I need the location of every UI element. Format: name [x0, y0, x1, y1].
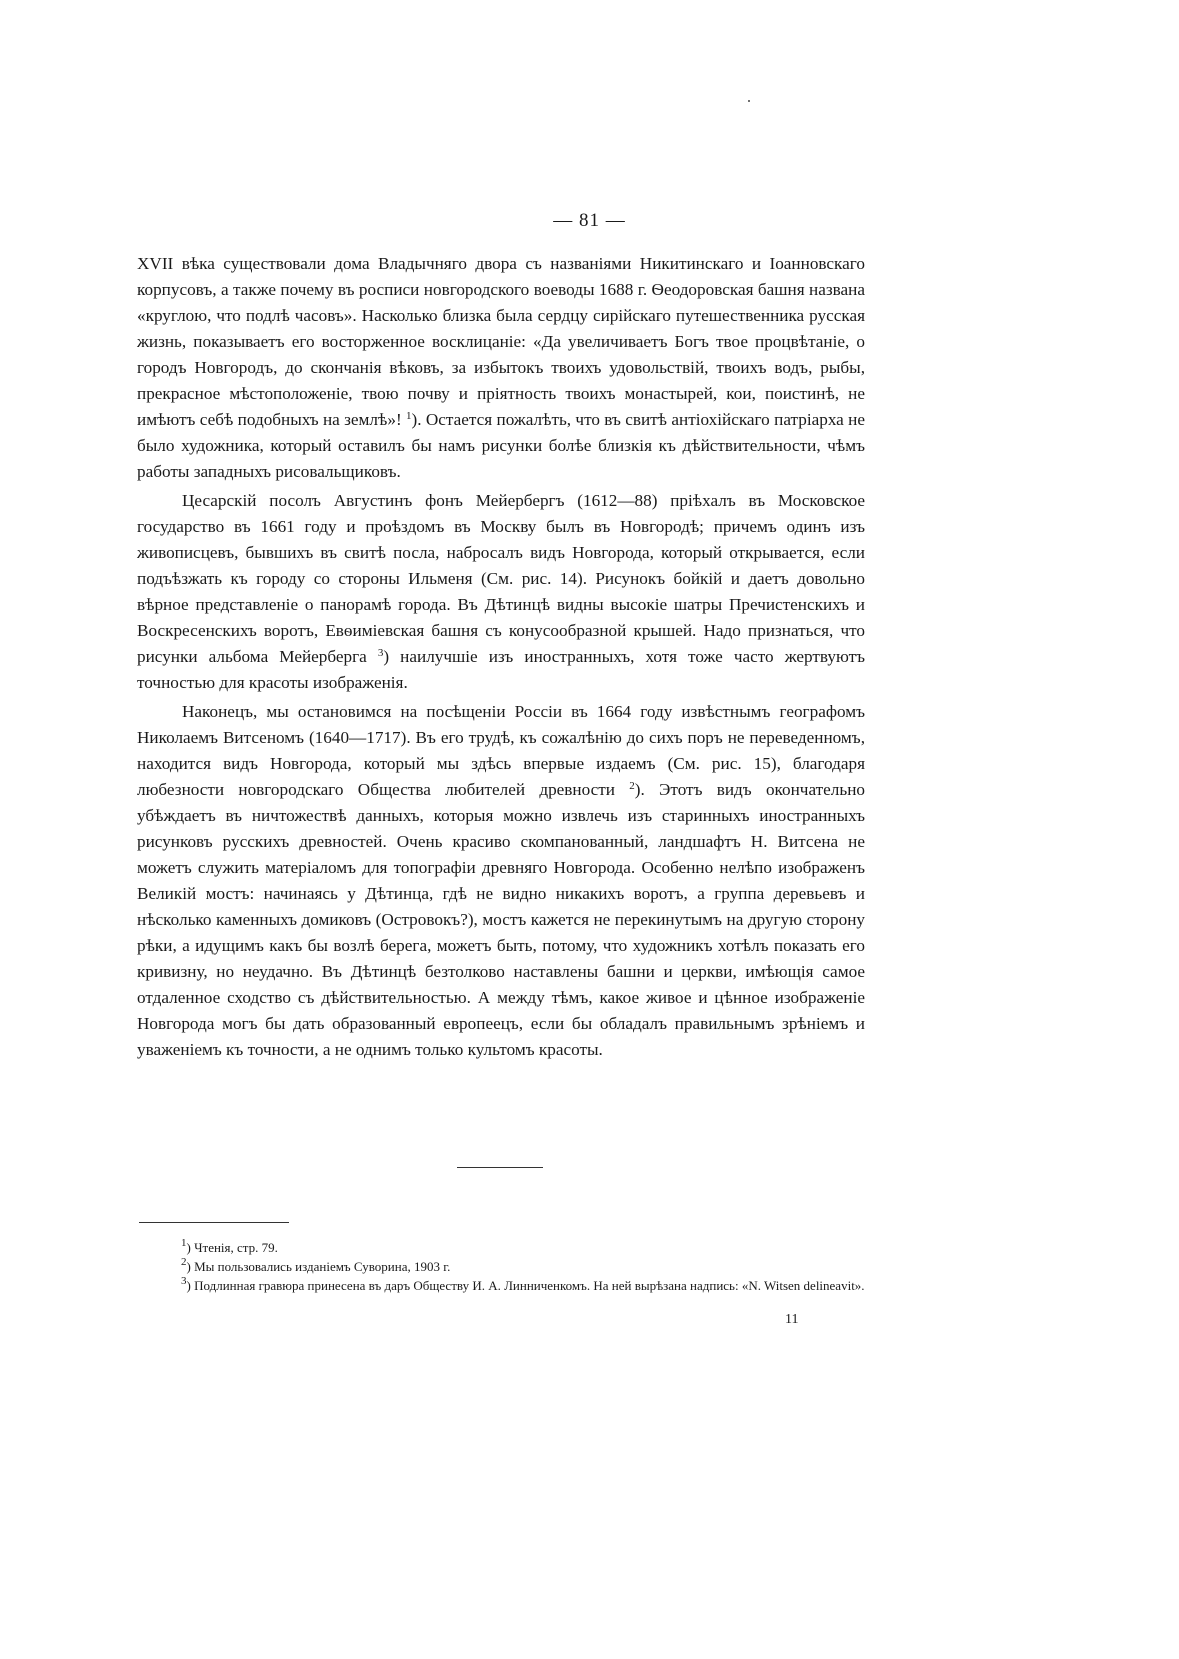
footnote-1: [139, 1238, 865, 1257]
footnote-ref-2: 2: [629, 780, 635, 792]
footnote-3-text: ) Подлинная гравюра принесена въ даръ Обществу И. А. Линниченкомъ. На ней вырѣзана надпись: «N. Witsen delineavit».: [186, 1278, 865, 1293]
footnotes: [139, 1238, 865, 1295]
paragraph-1: [137, 251, 865, 485]
section-divider: [457, 1167, 543, 1168]
paragraph-1-text-a: XVII вѣка существовали дома Владычняго двора съ названіями Никитинскаго и Іоанновскаго корпусовъ, а также почему въ росписи новгородского воеводы 1688 г. Ѳеодоровская башня названа «круглою, что подлѣ часовъ». Насколько близка была сердцу сирійскаго путешественника русская жизнь, показываетъ его восторженное восклицаніе: «Да увеличиваетъ Богъ твое процвѣтаніе, о городъ Новгородъ, до скончанія вѣковъ, за избытокъ твоихъ удовольствій, твоихъ водъ, рыбы, прекрасное мѣстоположеніе, твою почву и пріятность твоихъ монастырей, кои, поистинѣ, не имѣютъ себѣ подобныхъ на землѣ»!: [137, 254, 865, 429]
paragraph-3-text-a: Наконецъ, мы остановимся на посѣщеніи Россіи въ 1664 году извѣстнымъ географомъ Николаемъ Витсеномъ (1640—1717). Въ его трудѣ, къ сожалѣнію до сихъ поръ не переведенномъ, находится видъ Новгорода, который мы здѣсь впервые издаемъ (См. рис. 15), благодаря любезности новгородскаго Общества любителей древности: [137, 702, 865, 799]
footnote-ref-3: 3: [377, 647, 384, 659]
paragraph-2-text-a: Цесарскій посолъ Августинъ фонъ Мейербергъ (1612—88) пріѣхалъ въ Московское государство въ 1661 году и проѣздомъ въ Москву былъ въ Новгородѣ; причемъ одинъ изъ живописцевъ, бывшихъ въ свитѣ посла, набросалъ видъ Новгорода, который открывается, если подъѣзжать къ городу со стороны Ильменя (См. рис. 14). Рисунокъ бойкій и даетъ довольно вѣрное представленіе о панорамѣ города. Въ Дѣтинцѣ видны высокіе шатры Пречистенскихъ и Воскресенскихъ воротъ, Евѳиміевская башня съ конусообразной крышей. Надо признаться, что рисунки альбома Мейерберга: [137, 491, 865, 666]
footnote-1-text: ) Чтенія, стр. 79.: [186, 1240, 278, 1255]
paragraph-2: [137, 488, 865, 696]
paragraph-3: [137, 699, 865, 1063]
footnote-mark-2: 2: [181, 1256, 187, 1268]
scan-speck: [748, 100, 750, 102]
body-text: [137, 251, 865, 1063]
footnote-mark-3: 3: [181, 1275, 187, 1287]
paragraph-3-text-b: ). Этотъ видъ окончательно убѣждаетъ въ ничтожествѣ данныхъ, которыя можно извлечь изъ старинныхъ иностранныхъ рисунковъ русскихъ древностей. Очень красиво скомпанованный, ландшафтъ Н. Витсена не можетъ служить матеріаломъ для топографіи древняго Новгорода. Особенно нелѣпо изображенъ Великій мостъ: начинаясь у Дѣтинца, гдѣ не видно никакихъ воротъ, а группа деревьевъ и нѣсколько каменныхъ домиковъ (Островокъ?), мостъ кажется не перекинутымъ на другую сторону рѣки, а идущимъ какъ бы возлѣ берега, можетъ быть, потому, что художникъ хотѣлъ показать его кривизну, но неудачно. Въ Дѣтинцѣ безтолково наставлены башни и церкви, имѣющія самое отдаленное сходство съ дѣйствительностью. А между тѣмъ, какое живое и цѣнное изображеніе Новгорода могъ бы дать образованный европеецъ, если бы обладалъ правильнымъ зрѣніемъ и уваженіемъ къ точности, а не однимъ только культомъ красоты.: [137, 780, 865, 1059]
sheet-number: 11: [785, 1312, 799, 1327]
footnote-divider: [139, 1222, 289, 1223]
footnote-3: [139, 1276, 865, 1295]
footnote-ref-1: 1: [406, 410, 412, 422]
paragraph-1-text-b: ). Остается пожалѣть, что въ свитѣ антіохійскаго патріарха не было художника, который оставилъ бы намъ рисунки болѣе близкія къ дѣйствительности, чѣмъ работы западныхъ рисовальщиковъ.: [137, 410, 865, 481]
page-number: — 81 —: [553, 210, 626, 231]
footnote-2-text: ) Мы пользовались изданіемъ Суворина, 1903 г.: [186, 1259, 451, 1274]
paragraph-2-text-b: ) наилучшіе изъ иностранныхъ, хотя тоже часто жертвуютъ точностью для красоты изображенія.: [137, 647, 865, 692]
footnote-2: [139, 1257, 865, 1276]
footnote-mark-1: 1: [181, 1237, 187, 1249]
